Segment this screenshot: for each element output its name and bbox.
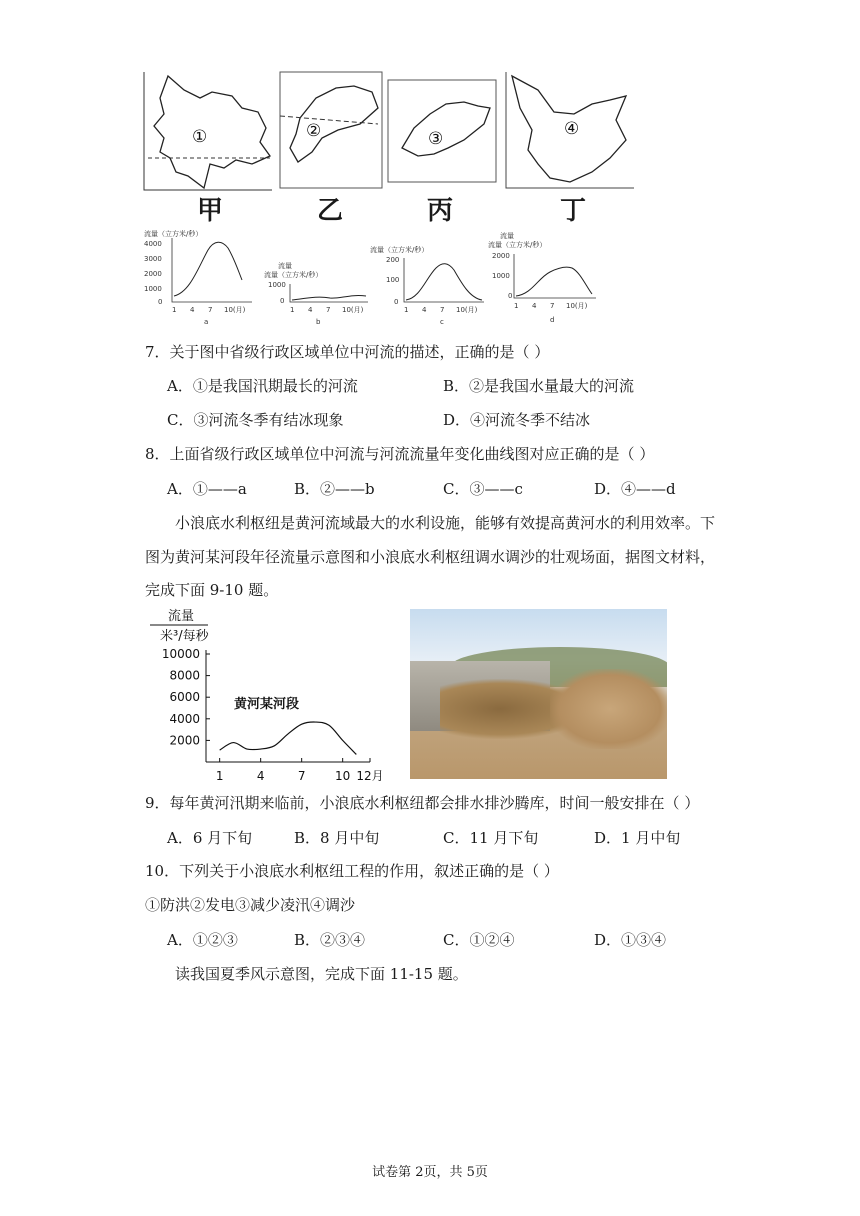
q9-option-d[interactable]: D．1 月中旬 (594, 829, 681, 847)
flow-chart-svg (146, 604, 402, 786)
q9-option-b[interactable]: B．8 月中旬 (294, 829, 380, 847)
passage-line-2: 图为黄河某河段年径流量示意图和小浪底水利枢纽调水调沙的壮观场面，据图文材料， (145, 548, 716, 566)
map-label-ding: 丁 (560, 196, 587, 226)
small-charts (140, 228, 610, 328)
y-tick-label: 6000 (169, 690, 200, 705)
chart-d-xtick: 1 (514, 302, 519, 310)
page-footer: 试卷第 2页，共 5页 (372, 1165, 488, 1180)
chart-a (144, 229, 252, 326)
q7-option-b[interactable]: B．②是我国水量最大的河流 (443, 377, 635, 395)
q9-option-c[interactable]: C．11 月下旬 (443, 829, 539, 847)
chart-a-xtick: 7 (208, 306, 213, 314)
marker-2: ② (306, 121, 322, 141)
y-tick-label: 2000 (169, 733, 200, 748)
chart-c-ytick: 200 (386, 256, 400, 264)
chart-a-ytick: 3000 (144, 255, 162, 263)
chart-b (264, 261, 368, 326)
q10-option-b[interactable]: B．②③④ (294, 931, 366, 949)
dam-photo (410, 609, 667, 779)
chart-b-ylabel-top: 流量 (278, 262, 292, 270)
chart-c-xtick: 7 (440, 306, 445, 314)
x-tick-label: 10 (335, 769, 351, 783)
chart-d-xtick: 10(月) (566, 302, 588, 310)
q10-option-a[interactable]: A．①②③ (167, 931, 238, 949)
x-tick-label: 4 (256, 769, 265, 783)
chart-b-ytick: 1000 (268, 281, 286, 289)
question-8: 8．上面省级行政区域单位中河流与河流流量年变化曲线图对应正确的是（ ） (145, 445, 655, 463)
chart-a-ytick: 1000 (144, 285, 162, 293)
chart-d-ytick: 1000 (492, 272, 510, 280)
chart-a-caption: a (204, 318, 209, 326)
map-jia (144, 72, 272, 190)
chart-c-ytick: 0 (394, 298, 399, 306)
chart-a-ytick: 0 (158, 298, 163, 306)
chart-a-xtick: 10(月) (224, 306, 246, 314)
q10-option-c[interactable]: C．①②④ (443, 931, 515, 949)
marker-1: ① (192, 127, 208, 147)
chart-a-ytick: 4000 (144, 240, 162, 248)
series-label: 黄河某河段 (234, 697, 300, 712)
marker-3: ③ (428, 129, 444, 149)
chart-d-ytick: 2000 (492, 252, 510, 260)
q8-option-c[interactable]: C．③——c (443, 480, 523, 498)
chart-d-ytick: 0 (508, 292, 513, 300)
y-tick-label: 8000 (169, 668, 200, 683)
chart-c-ytick: 100 (386, 276, 400, 284)
chart-d (488, 231, 596, 324)
chart-b-xtick: 1 (290, 306, 295, 314)
chart-d-ylabel: 流量（立方米/秒） (488, 241, 547, 249)
q8-option-d[interactable]: D．④——d (594, 480, 676, 498)
chart-a-xtick: 1 (172, 306, 177, 314)
question-7: 7．关于图中省级行政区域单位中河流的描述，正确的是（ ） (145, 343, 550, 361)
chart-c-xtick: 10(月) (456, 306, 478, 314)
y-tick-label: 4000 (169, 711, 200, 726)
dam-spray (550, 669, 667, 749)
map-label-jia: 甲 (197, 196, 224, 226)
passage-line-3: 完成下面 9-10 题。 (145, 581, 279, 599)
q9-option-a[interactable]: A．6 月下旬 (167, 829, 253, 847)
chart-a-xtick: 4 (190, 306, 195, 314)
question-9: 9．每年黄河汛期来临前，小浪底水利枢纽都会排水排沙腾库，时间一般安排在（ ） (145, 794, 700, 812)
chart-d-xtick: 4 (532, 302, 537, 310)
q7-option-c[interactable]: C．③河流冬季有结冰现象 (167, 411, 344, 429)
q8-option-a[interactable]: A．①——a (167, 480, 247, 498)
q10-option-d[interactable]: D．①③④ (594, 931, 667, 949)
map-bing (388, 80, 496, 182)
chart-d-caption: d (550, 316, 555, 324)
chart-ylabel-bottom: 米³/每秒 (160, 629, 209, 644)
chart-b-ylabel: 流量（立方米/秒） (264, 271, 323, 279)
chart-c-ylabel: 流量（立方米/秒） (370, 246, 429, 254)
q7-option-d[interactable]: D．④河流冬季不结冰 (443, 411, 591, 429)
chart-c-xtick: 4 (422, 306, 427, 314)
chart-c-xtick: 1 (404, 306, 409, 314)
x-tick-label: 12月 (356, 769, 384, 783)
chart-b-xtick: 4 (308, 306, 313, 314)
chart-b-xtick: 10(月) (342, 306, 364, 314)
map-ding (506, 72, 634, 188)
chart-b-ytick: 0 (280, 297, 285, 305)
x-tick-label: 7 (297, 769, 306, 783)
y-tick-label: 10000 (161, 647, 200, 661)
marker-4: ④ (564, 119, 580, 139)
q8-option-b[interactable]: B．②——b (294, 480, 375, 498)
map-label-bing: 丙 (427, 196, 454, 226)
intro-11-15: 读我国夏季风示意图，完成下面 11-15 题。 (175, 965, 468, 983)
chart-b-caption: b (316, 318, 321, 326)
chart-a-ylabel: 流量（立方米/秒） (144, 230, 203, 238)
small-charts-figure (140, 228, 610, 328)
chart-d-xtick: 7 (550, 302, 555, 310)
chart-b-xtick: 7 (326, 306, 331, 314)
map-label-yi: 乙 (317, 196, 344, 226)
chart-ylabel-top: 流量 (168, 609, 195, 624)
chart-a-ytick: 2000 (144, 270, 162, 278)
map-yi (280, 72, 382, 188)
question-10: 10．下列关于小浪底水利枢纽工程的作用，叙述正确的是（ ） (145, 862, 559, 880)
yellow-river-chart (146, 604, 402, 786)
chart-d-ylabel-top: 流量 (500, 232, 514, 240)
passage-line-1: 小浪底水利枢纽是黄河流域最大的水利设施，能够有效提高黄河水的利用效率。下 (175, 514, 716, 532)
x-tick-label: 1 (215, 769, 224, 783)
flow-series-line (220, 722, 357, 754)
q7-option-a[interactable]: A．①是我国汛期最长的河流 (167, 377, 358, 395)
chart-c-caption: c (440, 318, 444, 326)
chart-c (370, 245, 484, 326)
q10-items: ①防洪②发电③减少凌汛④调沙 (145, 896, 356, 914)
